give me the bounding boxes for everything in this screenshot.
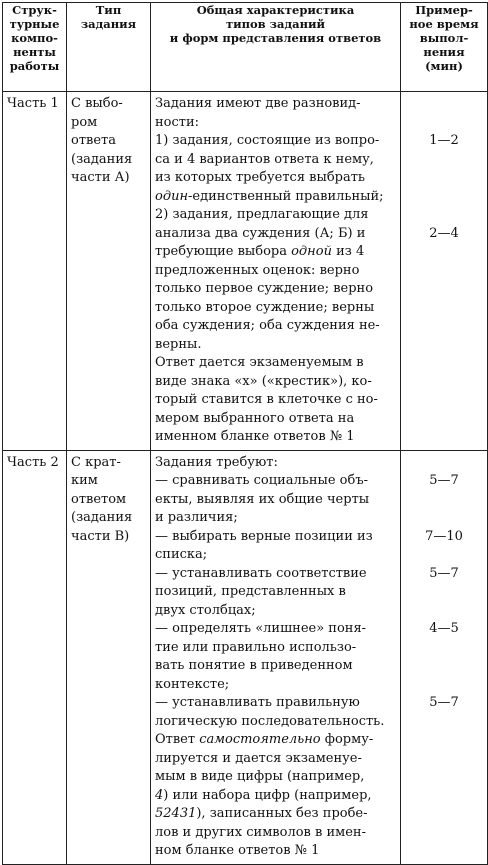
- header-line: нения: [423, 45, 465, 59]
- time-spacer: [405, 731, 483, 750]
- description-line: именном бланке ответов № 1: [155, 429, 355, 444]
- task-type-cell: [67, 92, 151, 451]
- text-run: форму-: [320, 732, 374, 747]
- time-value: 5—7: [429, 565, 459, 581]
- time-spacer: [405, 410, 483, 429]
- time-spacer: [405, 787, 483, 806]
- description-cell: [151, 450, 401, 864]
- time-value: 7—10: [425, 528, 463, 544]
- time-spacer: [405, 546, 483, 565]
- task-type-line: части В): [71, 528, 130, 544]
- time-spacer: [405, 280, 483, 299]
- time-spacer: [405, 824, 483, 843]
- text-run: ) или набора цифр (например,: [163, 787, 372, 803]
- description-line: предложенных оценок: верно: [155, 262, 360, 278]
- time-spacer: [405, 842, 483, 861]
- description-line: позиций, представленных в: [155, 584, 346, 599]
- description-line: екты, выявляя их общие черты: [155, 491, 370, 507]
- time-spacer: [405, 114, 483, 133]
- header-line: Струк-: [12, 3, 57, 17]
- table-row: [3, 92, 488, 451]
- task-type-line: части А): [71, 170, 130, 185]
- description-line: двух столбцах;: [155, 602, 256, 618]
- task-type-cell: [67, 450, 151, 864]
- task-type-line: С выбо-: [71, 96, 123, 111]
- time-cell: [401, 450, 488, 864]
- emphasized-text: одной: [291, 244, 332, 259]
- description-line: лируется и дается экзаменуе-: [155, 750, 362, 766]
- header-line: и форм представления ответов: [169, 31, 382, 45]
- emphasized-text: самостоятельно: [199, 732, 321, 747]
- description-line: лов и других символов в имен-: [155, 824, 366, 840]
- header-line: компо-: [11, 31, 58, 45]
- description-line: верны.: [155, 336, 202, 352]
- part-label: Часть 2: [7, 454, 59, 470]
- description-line: — устанавливать соответствие: [155, 565, 367, 581]
- time-spacer: [405, 639, 483, 658]
- table-header-row: [3, 3, 488, 92]
- task-type-line: ответа: [71, 133, 116, 148]
- time-spacer: [405, 676, 483, 695]
- header-line: выпол-: [419, 31, 469, 45]
- description-cell: [151, 92, 401, 451]
- header-task-type: [67, 3, 151, 92]
- description-line: Задания требуют:: [155, 454, 278, 470]
- description-line: тие или правильно использо-: [155, 639, 357, 655]
- header-general-description: [151, 3, 401, 92]
- table-row: [3, 450, 488, 864]
- time-spacer: [405, 713, 483, 732]
- time-spacer: [405, 509, 483, 528]
- task-type-line: ким: [71, 473, 98, 488]
- description-line: вать понятие в приведенном: [155, 658, 353, 673]
- description-line: — сравнивать социальные объ-: [155, 473, 368, 488]
- description-line: логическую последовательность.: [155, 713, 385, 729]
- description-line: — выбирать верные позиции из: [155, 528, 373, 544]
- description-line: анализа два суждения (А; Б) и: [155, 225, 366, 241]
- description-line: торый ставится в клеточке с но-: [155, 392, 378, 407]
- description-line: — определять «лишнее» поня-: [155, 621, 367, 636]
- description-line: из которых требуется выбрать: [155, 170, 366, 185]
- text-run: -единственный правильный;: [188, 188, 384, 204]
- header-structural-components: [3, 3, 67, 92]
- time-spacer: [405, 354, 483, 373]
- description-line: только первое суждение; верно: [155, 281, 374, 296]
- header-approx-time: [401, 3, 488, 92]
- description-line: виде знака «х» («крестик»), ко-: [155, 373, 372, 389]
- description-line: 2) задания, предлагающие для: [155, 207, 369, 222]
- time-spacer: [405, 188, 483, 207]
- time-spacer: [405, 491, 483, 510]
- header-line: турные: [9, 17, 60, 31]
- text-run: ), записанных без пробе-: [196, 806, 368, 821]
- task-type-line: ром: [71, 114, 98, 130]
- description-line: контексте;: [155, 676, 230, 692]
- time-spacer: [405, 583, 483, 602]
- task-type-line: ответом: [71, 491, 127, 507]
- header-line: Общая характеристика: [196, 3, 355, 17]
- description-line: — устанавливать правильную: [155, 695, 360, 710]
- time-value: 5—7: [429, 473, 459, 488]
- description-line: са и 4 вариантов ответа к нему,: [155, 151, 374, 167]
- header-line: задания: [80, 17, 137, 31]
- time-spacer: [405, 336, 483, 355]
- time-spacer: [405, 95, 483, 114]
- text-run: требующие выбора: [155, 244, 292, 259]
- description-line: списка;: [155, 547, 208, 562]
- header-line: ненты: [13, 45, 56, 59]
- description-line: мым в виде цифры (например,: [155, 769, 365, 784]
- emphasized-text: 4: [155, 787, 164, 803]
- emphasized-text: 52431: [155, 806, 197, 821]
- description-line: и различия;: [155, 510, 238, 525]
- description-line: ном бланке ответов № 1: [155, 843, 320, 858]
- task-type-line: (задания: [71, 151, 133, 167]
- time-spacer: [405, 262, 483, 281]
- task-type-line: С крат-: [71, 454, 121, 470]
- header-line: ное время: [409, 17, 479, 31]
- time-spacer: [405, 428, 483, 447]
- description-line: только второе суждение; верны: [155, 299, 375, 315]
- description-line: [155, 243, 396, 262]
- time-spacer: [405, 750, 483, 769]
- description-line: [155, 188, 396, 207]
- time-spacer: [405, 243, 483, 262]
- time-spacer: [405, 768, 483, 787]
- time-spacer: [405, 151, 483, 170]
- time-spacer: [405, 454, 483, 473]
- time-spacer: [405, 391, 483, 410]
- exam-structure-table: [2, 2, 488, 865]
- task-type-line: (задания: [71, 510, 133, 525]
- time-spacer: [405, 317, 483, 336]
- description-line: мером выбранного ответа на: [155, 410, 355, 426]
- time-value: 5—7: [429, 695, 459, 710]
- description-line: Ответ дается экзаменуемым в: [155, 355, 364, 370]
- description-line: ности:: [155, 114, 200, 130]
- part-cell: [3, 92, 67, 451]
- time-value: 4—5: [429, 621, 459, 636]
- time-value: 2—4: [429, 225, 459, 241]
- description-line: 1) задания, состоящие из вопро-: [155, 133, 380, 148]
- time-spacer: [405, 657, 483, 676]
- time-spacer: [405, 602, 483, 621]
- time-spacer: [405, 169, 483, 188]
- description-line: оба суждения; оба суждения не-: [155, 318, 380, 333]
- time-value: 1—2: [429, 133, 459, 148]
- description-line: [155, 787, 396, 806]
- time-spacer: [405, 299, 483, 318]
- header-line: типов заданий: [225, 17, 326, 31]
- part-cell: [3, 450, 67, 864]
- part-label: Часть 1: [7, 96, 59, 111]
- description-line: [155, 731, 396, 750]
- time-spacer: [405, 805, 483, 824]
- description-line: [155, 805, 396, 824]
- time-cell: [401, 92, 488, 451]
- header-line: Тип: [95, 3, 122, 17]
- header-line: работы: [9, 59, 60, 73]
- header-line: Пример-: [415, 3, 473, 17]
- time-spacer: [405, 206, 483, 225]
- text-run: Ответ: [155, 732, 200, 747]
- header-line: (мин): [425, 59, 463, 73]
- description-line: Задания имеют две разновид-: [155, 96, 361, 111]
- time-spacer: [405, 373, 483, 392]
- emphasized-text: один: [155, 188, 189, 204]
- text-run: из 4: [331, 244, 365, 259]
